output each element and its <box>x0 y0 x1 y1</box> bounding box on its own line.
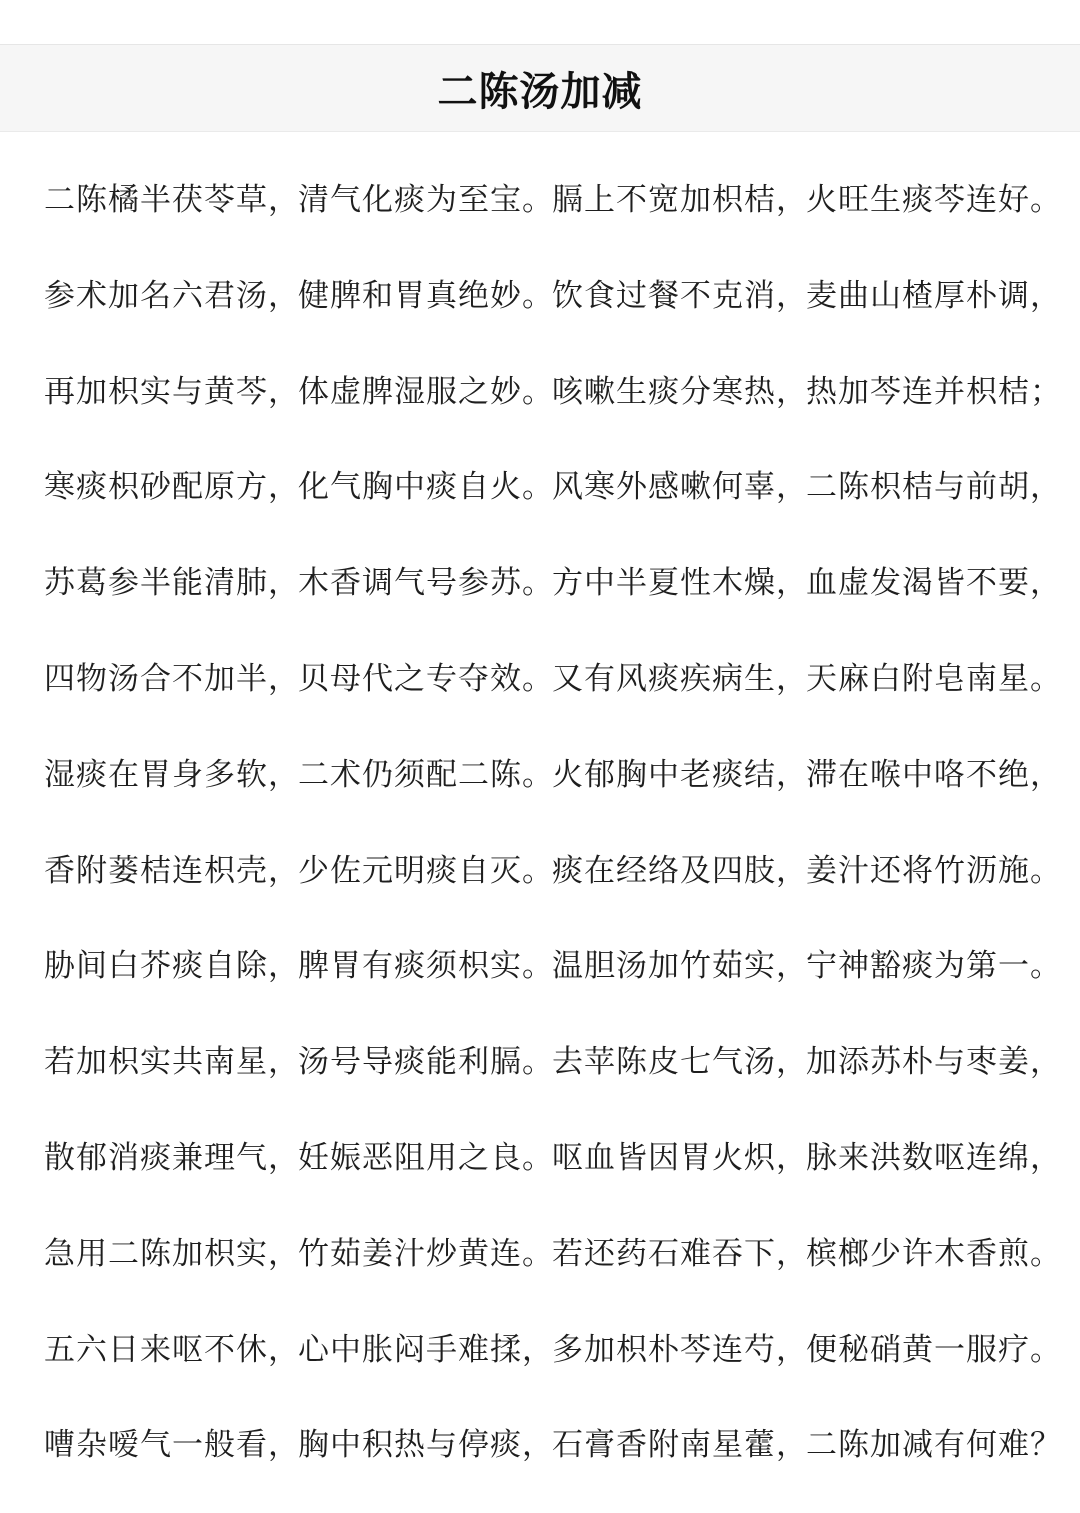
verse-phrase: 多加枳朴芩连芍， <box>552 1331 808 1368</box>
verse-line <box>0 1417 1080 1513</box>
verse-phrase: 化气胸中痰自火。 <box>298 469 554 506</box>
verse-phrase: 麦曲山楂厚朴调， <box>806 277 1062 314</box>
verse-phrase: 去苹陈皮七气汤， <box>552 1044 808 1081</box>
verse-phrase: 脾胃有痰须枳实。 <box>298 948 554 985</box>
verse-phrase: 饮食过餐不克消， <box>552 277 808 314</box>
verse-phrase: 咳嗽生痰分寒热， <box>552 373 808 410</box>
document-title: 二陈汤加减 <box>437 69 643 115</box>
verse-phrase: 石膏香附南星藿， <box>552 1427 808 1464</box>
verse-line <box>0 1322 1080 1418</box>
verse-phrase: 风寒外感嗽何辜， <box>552 469 808 506</box>
verse-phrase: 健脾和胃真绝妙。 <box>298 277 554 314</box>
verse-phrase: 脉来洪数呕连绵， <box>806 1139 1062 1176</box>
verse-phrase: 体虚脾湿服之妙。 <box>298 373 554 410</box>
verse-phrase: 火旺生痰芩连好。 <box>806 182 1062 218</box>
verse-phrase: 苏葛参半能清肺， <box>44 565 300 602</box>
verse-phrase: 热加芩连并枳桔； <box>806 373 1062 410</box>
verse-phrase: 天麻白附皂南星。 <box>806 660 1062 697</box>
verse-phrase: 胸中积热与停痰， <box>298 1427 554 1464</box>
verse-body <box>0 172 1080 1513</box>
verse-phrase: 若加枳实共南星， <box>44 1044 300 1081</box>
verse-phrase: 痰在经络及四肢， <box>552 852 808 889</box>
verse-phrase: 急用二陈加枳实， <box>44 1235 300 1272</box>
verse-phrase: 二陈枳桔与前胡， <box>806 469 1062 506</box>
verse-phrase: 寒痰枳砂配原方， <box>44 469 300 506</box>
verse-line <box>0 172 1080 268</box>
verse-phrase: 嘈杂嗳气一般看， <box>44 1427 300 1464</box>
verse-line <box>0 938 1080 1034</box>
verse-phrase: 四物汤合不加半， <box>44 660 300 697</box>
verse-phrase: 加添苏朴与枣姜， <box>806 1044 1062 1081</box>
verse-phrase: 参术加名六君汤， <box>44 277 300 314</box>
verse-phrase: 又有风痰疾病生， <box>552 660 808 697</box>
verse-phrase: 香附蒌桔连枳壳， <box>44 852 300 889</box>
verse-phrase: 滞在喉中咯不绝， <box>806 756 1062 793</box>
verse-phrase: 胁间白芥痰自除， <box>44 948 300 985</box>
verse-phrase: 便秘硝黄一服疗。 <box>806 1331 1062 1368</box>
verse-line <box>0 1034 1080 1130</box>
verse-phrase: 竹茹姜汁炒黄连。 <box>298 1235 554 1272</box>
verse-phrase: 温胆汤加竹茹实， <box>552 948 808 985</box>
verse-line <box>0 651 1080 747</box>
verse-phrase: 槟榔少许木香煎。 <box>806 1235 1062 1272</box>
verse-line <box>0 555 1080 651</box>
verse-phrase: 方中半夏性木燥， <box>552 565 808 602</box>
verse-phrase: 二陈加减有何难？ <box>806 1427 1062 1464</box>
verse-phrase: 汤号导痰能利膈。 <box>298 1044 554 1081</box>
verse-line <box>0 268 1080 364</box>
verse-phrase: 呕血皆因胃火炽， <box>552 1139 808 1176</box>
verse-line <box>0 1130 1080 1226</box>
verse-phrase: 火郁胸中老痰结， <box>552 756 808 793</box>
verse-phrase: 血虚发渴皆不要， <box>806 565 1062 602</box>
verse-phrase: 若还药石难吞下， <box>552 1235 808 1272</box>
verse-phrase: 二陈橘半茯苓草， <box>44 182 300 218</box>
verse-phrase: 贝母代之专夺效。 <box>298 660 554 697</box>
verse-line <box>0 459 1080 555</box>
verse-phrase: 少佐元明痰自灭。 <box>298 852 554 889</box>
verse-phrase: 散郁消痰兼理气， <box>44 1139 300 1176</box>
verse-phrase: 再加枳实与黄芩， <box>44 373 300 410</box>
verse-phrase: 心中胀闷手难揉， <box>298 1331 554 1368</box>
verse-line <box>0 747 1080 843</box>
verse-phrase: 五六日来呕不休， <box>44 1331 300 1368</box>
verse-line <box>0 843 1080 939</box>
verse-phrase: 膈上不宽加枳桔， <box>552 182 808 218</box>
verse-line <box>0 1226 1080 1322</box>
verse-phrase: 宁神豁痰为第一。 <box>806 948 1062 985</box>
verse-phrase: 清气化痰为至宝。 <box>298 182 554 218</box>
verse-phrase: 湿痰在胃身多软， <box>44 756 300 793</box>
verse-phrase: 姜汁还将竹沥施。 <box>806 852 1062 889</box>
verse-phrase: 木香调气号参苏。 <box>298 565 554 602</box>
verse-phrase: 二术仍须配二陈。 <box>298 756 554 793</box>
verse-line <box>0 364 1080 460</box>
verse-phrase: 妊娠恶阻用之良。 <box>298 1139 554 1176</box>
